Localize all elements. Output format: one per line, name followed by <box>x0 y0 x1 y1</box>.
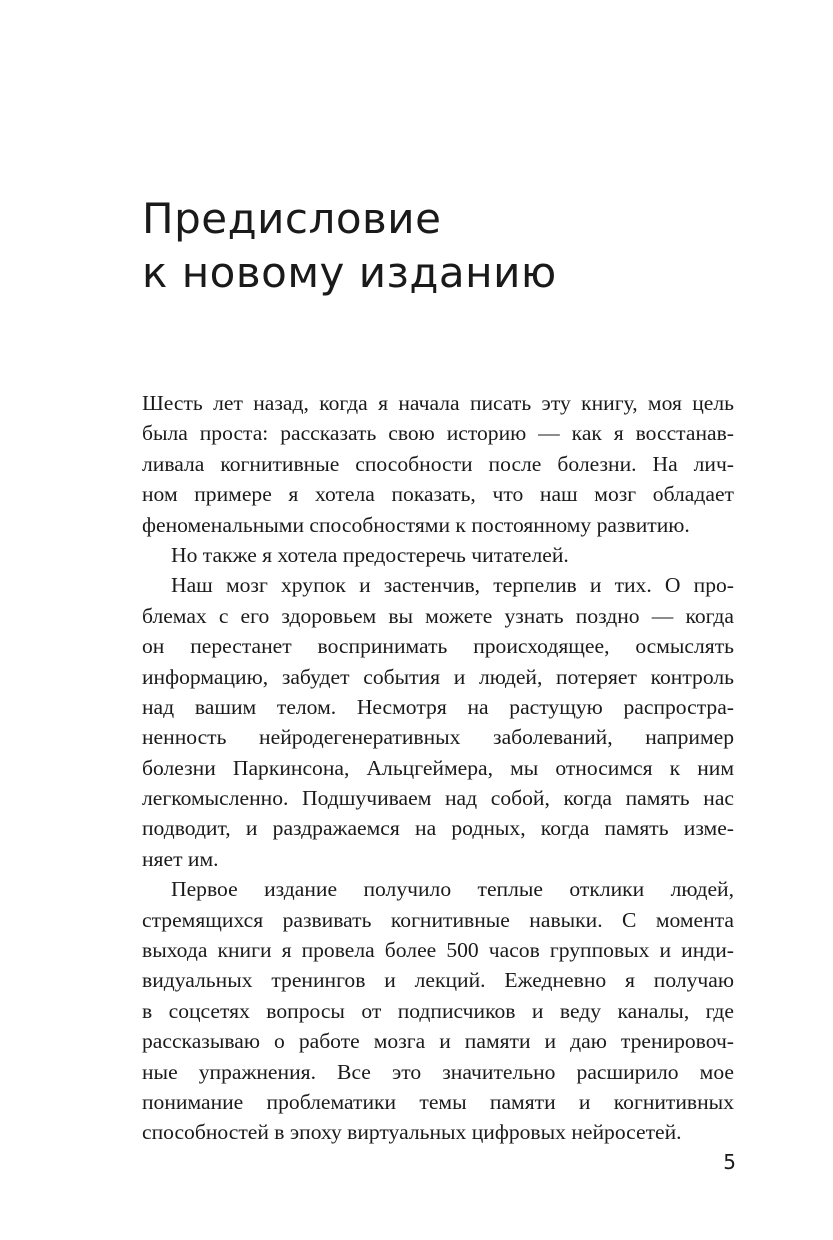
text-line: видуальных тренингов и лекций. Ежедневно я получаю <box>142 968 734 993</box>
body-text <box>142 388 734 1148</box>
text-line: ном примере я хотела показать, что наш мозг обладает <box>142 482 734 507</box>
text-line: Шесть лет назад, когда я начала писать эту книгу, моя цель <box>142 391 734 415</box>
text-line: няет им. <box>142 846 219 871</box>
text-line: в соцсетях вопросы от подписчиков и веду каналы, где <box>142 998 734 1023</box>
text-line: он перестанет воспринимать происходящее, осмыслять <box>142 634 734 659</box>
text-line: феноменальными способностями к постоянному развитию. <box>142 512 690 537</box>
text-line: болезни Паркинсона, Альцгеймера, мы относимся к ним <box>142 755 734 780</box>
text-line: блемах с его здоровьем вы можете узнать поздно — когда <box>142 603 734 628</box>
text-line: Но также я хотела предостеречь читателей. <box>171 542 569 567</box>
text-line: Первое издание получило теплые отклики людей, <box>171 877 734 902</box>
text-line: подводит, и раздражаемся на родных, когда память изме- <box>142 816 734 841</box>
text-line: выхода книги я провела более 500 часов групповых и инди- <box>142 938 734 963</box>
text-line: ливала когнитивные способности после болезни. На лич- <box>142 451 734 476</box>
text-line: ные упражнения. Все это значительно расширило мое <box>142 1059 734 1084</box>
text-line: понимание проблематики темы памяти и когнитивных <box>142 1089 734 1114</box>
text-line: стремящихся развивать когнитивные навыки. С момента <box>142 907 734 932</box>
text-line: Наш мозг хрупок и застенчив, терпелив и тих. О про- <box>171 573 734 598</box>
text-line: рассказываю о работе мозга и памяти и даю тренировоч- <box>142 1029 734 1054</box>
text-line: легкомысленно. Подшучиваем над собой, когда память нас <box>142 786 734 811</box>
text-line: над вашим телом. Несмотря на растущую распростра- <box>142 694 734 719</box>
chapter-title-line-1: Предисловие <box>142 194 442 243</box>
chapter-title-line-2: к новому изданию <box>142 248 557 297</box>
text-line: способностей в эпоху виртуальных цифровых нейросетей. <box>142 1120 682 1145</box>
text-line: информацию, забудет события и людей, потеряет контроль <box>142 664 734 689</box>
text-line: была проста: рассказать свою историю — как я восстанав- <box>142 421 734 446</box>
chapter-title <box>142 192 742 300</box>
text-line: ненность нейродегенеративных заболеваний, например <box>142 725 734 750</box>
page-number: 5 <box>723 1150 736 1174</box>
